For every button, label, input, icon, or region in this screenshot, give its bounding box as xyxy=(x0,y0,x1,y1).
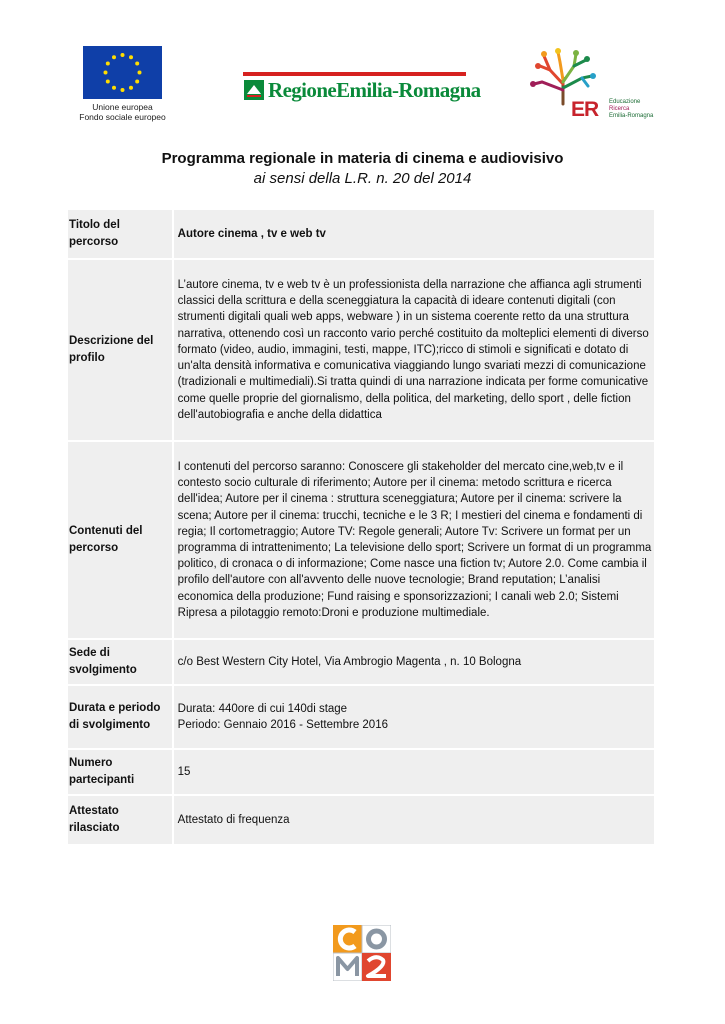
region-emblem-icon xyxy=(244,80,264,100)
row-label: Numero partecipanti xyxy=(68,750,172,794)
document-subtitle: ai sensi della L.R. n. 20 del 2014 xyxy=(253,170,472,187)
table-row xyxy=(68,686,654,750)
er-sub-line1: Educazione xyxy=(609,99,641,105)
row-value-line: Durata: 440ore di cui 140di stage xyxy=(177,702,348,715)
table-row xyxy=(68,260,654,442)
row-value: Attestato di frequenza xyxy=(174,796,654,844)
eu-caption-line2: Fondo sociale europeo xyxy=(79,112,166,122)
table-row xyxy=(68,442,654,640)
eu-flag-logo xyxy=(83,46,162,99)
row-value: 15 xyxy=(174,750,654,794)
row-value-text: L’autore cinema, tv e web tv è un professionista della narrazione che affianca agli strumenti classici della scrittura e della sceneggiatura la capacità di ideare contenuti digitali (con strumenti digitali quali web apps, webware ) in un sistema coerente retto da una struttura narrativa, ottenendo così un racconto vario perché costituito da molteplici elementi di diverso formato (video, audio, immagini, testi, mappe, ITC);ricco di stimoli e significati e dotato di un'alta densità informativa e comunicativa viaggiando lungo svariati mezzi di comunicazione (tradizionali e multimediali).Si tratta quindi di una narrazione indicata per forme comunicative come quelle proprie del giornalismo, della politica, del marketing, dello sport , delle fiction dell'autobiografia e anche della didattica xyxy=(177,279,649,421)
er-sub-line3: Emilia-Romagna xyxy=(609,113,654,119)
region-name: RegioneEmilia-Romagna xyxy=(268,78,481,102)
eu-caption xyxy=(70,102,175,122)
row-label: Descrizione del profilo xyxy=(68,260,172,440)
region-logo-bar xyxy=(243,72,466,76)
eu-caption-line1: Unione europea xyxy=(92,102,153,112)
row-value xyxy=(174,686,654,748)
er-letters: ER xyxy=(571,98,599,121)
row-value xyxy=(174,442,654,638)
info-table xyxy=(68,210,654,846)
row-value-line: Periodo: Gennaio 2016 - Settembre 2016 xyxy=(177,719,388,731)
row-label: Contenuti del percorso xyxy=(68,442,172,638)
row-value-text: I contenuti del percorso saranno: Conoscere gli stakeholder del mercato cine,web,tv e il contesto socio culturale di riferimento; Autore per il cinema: metodo scrittura e ricerca dell'idea; Autore per il cinema : struttura sceneggiatura; Autore per il cinema: scrivere la scena; Autore per il cinema: trucchi, tecniche e le 3 R; I mestieri del cinema e fondamenti di regia; Il cortometraggio; Autore TV: Regole generali; Autore Tv: Scrivere un format per un programma di intrattenimento; La televisione dello sport; Scrivere un format di un programma politico, di cronaca o di informazione; Come nasce una fiction tv; Autore 2.0. Come cambia il profilo dell'autore con all'avvento delle nuove tecnologie; Brand reputation; L’analisi economica della produzione; Fund raising e sponsorizzazioni; I canali web 2.0; Sistemi Ripresa a pilotaggio remoto:Droni e produzione multimediale. xyxy=(177,460,652,619)
document-title: Programma regionale in materia di cinema e audiovisivo xyxy=(161,150,564,167)
row-value xyxy=(174,260,654,440)
row-value: c/o Best Western City Hotel, Via Ambrogio Magenta , n. 10 Bologna xyxy=(174,640,654,684)
row-label: Sede di svolgimento xyxy=(68,640,172,684)
table-row xyxy=(68,750,654,796)
row-value: Autore cinema , tv e web tv xyxy=(174,210,654,258)
er-sub-line2: Ricerca xyxy=(609,106,630,112)
row-label: Attestato rilasciato xyxy=(68,796,172,844)
er-subtitle xyxy=(609,99,653,120)
table-row xyxy=(68,210,654,260)
table-row xyxy=(68,796,654,846)
row-label: Durata e periodo di svolgimento xyxy=(68,686,172,748)
table-row xyxy=(68,640,654,686)
row-label: Titolo del percorso xyxy=(68,210,172,258)
co2-logo xyxy=(333,925,391,981)
